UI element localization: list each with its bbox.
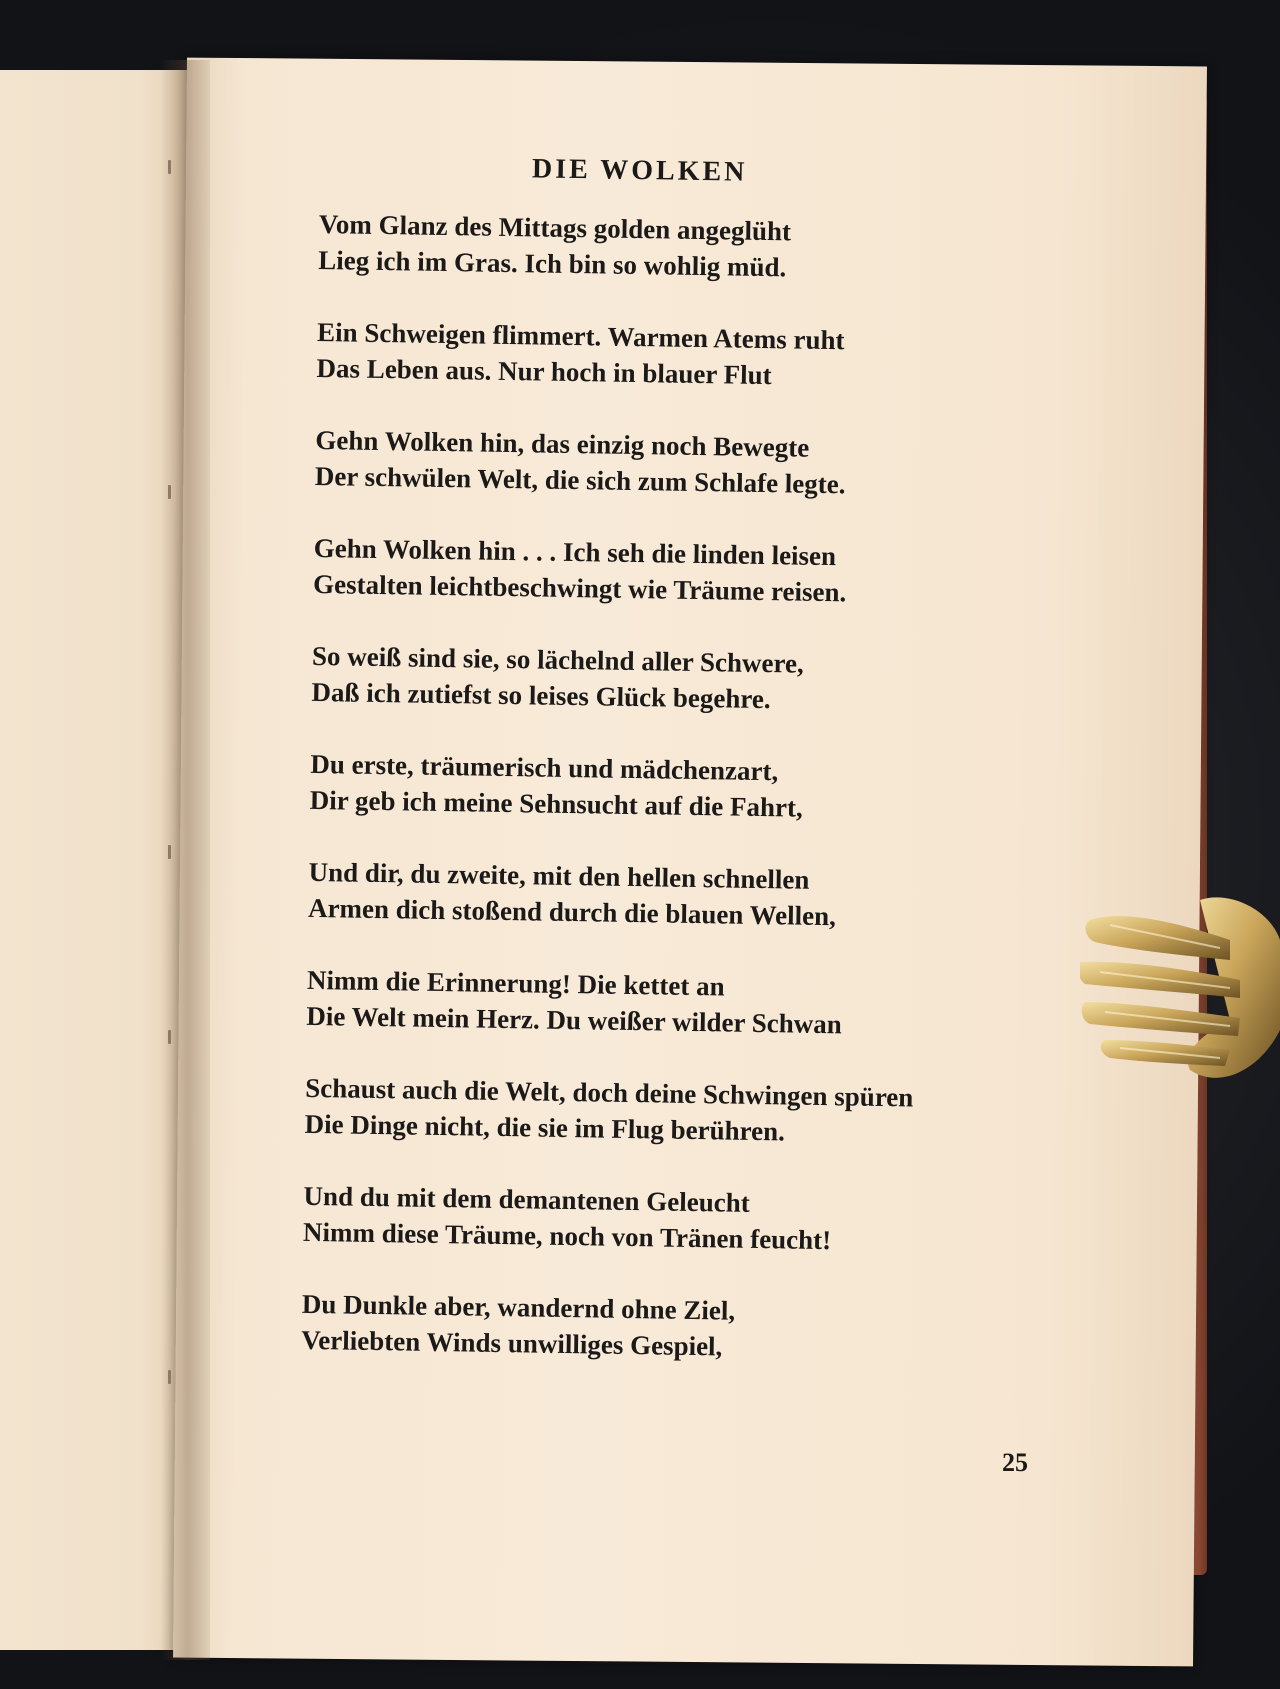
poem-line: Der schwülen Welt, die sich zum Schlafe legte. — [314, 460, 846, 500]
poem-line: Verliebten Winds unwilliges Gespiel, — [301, 1324, 723, 1362]
poem-line: Daß ich zutiefst so leises Glück begehre. — [311, 676, 771, 715]
stanza — [318, 206, 1039, 289]
stanza — [311, 638, 1032, 721]
binding-stitch — [168, 1030, 171, 1044]
poem-line: Das Leben aus. Nur hoch in blauer Flut — [316, 352, 772, 391]
poem-line: Du Dunkle aber, wandernd ohne Ziel, — [301, 1288, 736, 1326]
poem-line: Gehn Wolken hin, das einzig noch Bewegte — [315, 424, 810, 463]
poem-line: Gehn Wolken hin . . . Ich seh die linden leisen — [313, 532, 837, 572]
poem — [300, 150, 1039, 1405]
poem-line: Armen dich stoßend durch die blauen Wellen, — [307, 892, 837, 932]
poem-line: Gestalten leichtbeschwingt wie Träume reisen. — [312, 568, 847, 608]
page-number: 25 — [1002, 1448, 1028, 1477]
stanza — [301, 1286, 1022, 1369]
stanza — [304, 1070, 1025, 1153]
binding-stitch — [168, 160, 171, 174]
brass-hand-icon — [1080, 880, 1280, 1100]
stanza — [315, 422, 1036, 505]
poem-line: Vom Glanz des Mittags golden angeglüht — [318, 208, 792, 247]
binding-stitch — [168, 845, 171, 859]
poem-line: Dir geb ich meine Sehnsucht auf die Fahrt, — [309, 784, 803, 823]
poem-line: Die Welt mein Herz. Du weißer wilder Schwan — [306, 1000, 843, 1040]
stanza — [306, 962, 1027, 1045]
stanza — [308, 854, 1029, 937]
poem-stanzas — [301, 206, 1039, 1369]
binding-stitch — [168, 485, 171, 499]
stanza — [313, 530, 1034, 613]
poem-line: Du erste, träumerisch und mädchenzart, — [310, 748, 779, 787]
poem-line: Nimm die Erinnerung! Die kettet an — [306, 964, 725, 1002]
poem-line: Und du mit dem demantenen Geleucht — [303, 1180, 751, 1218]
poem-line: Ein Schweigen flimmert. Warmen Atems ruht — [316, 316, 845, 356]
poem-line: Und dir, du zweite, mit den hellen schnellen — [308, 856, 810, 895]
stanza — [316, 314, 1037, 397]
stanza — [303, 1178, 1024, 1261]
stanza — [310, 746, 1031, 829]
poem-line: Nimm diese Träume, noch von Tränen feucht! — [302, 1216, 832, 1256]
book-gutter — [160, 60, 210, 1660]
poem-line: Lieg ich im Gras. Ich bin so wohlig müd. — [318, 244, 787, 283]
poem-line: Schaust auch die Welt, doch deine Schwingen spüren — [305, 1072, 914, 1113]
poem-line: So weiß sind sie, so lächelnd aller Schwere, — [311, 640, 805, 679]
binding-stitch — [168, 1370, 171, 1384]
poem-title: DIE WOLKEN — [531, 153, 748, 188]
poem-line: Die Dinge nicht, die sie im Flug berühren. — [304, 1108, 786, 1147]
